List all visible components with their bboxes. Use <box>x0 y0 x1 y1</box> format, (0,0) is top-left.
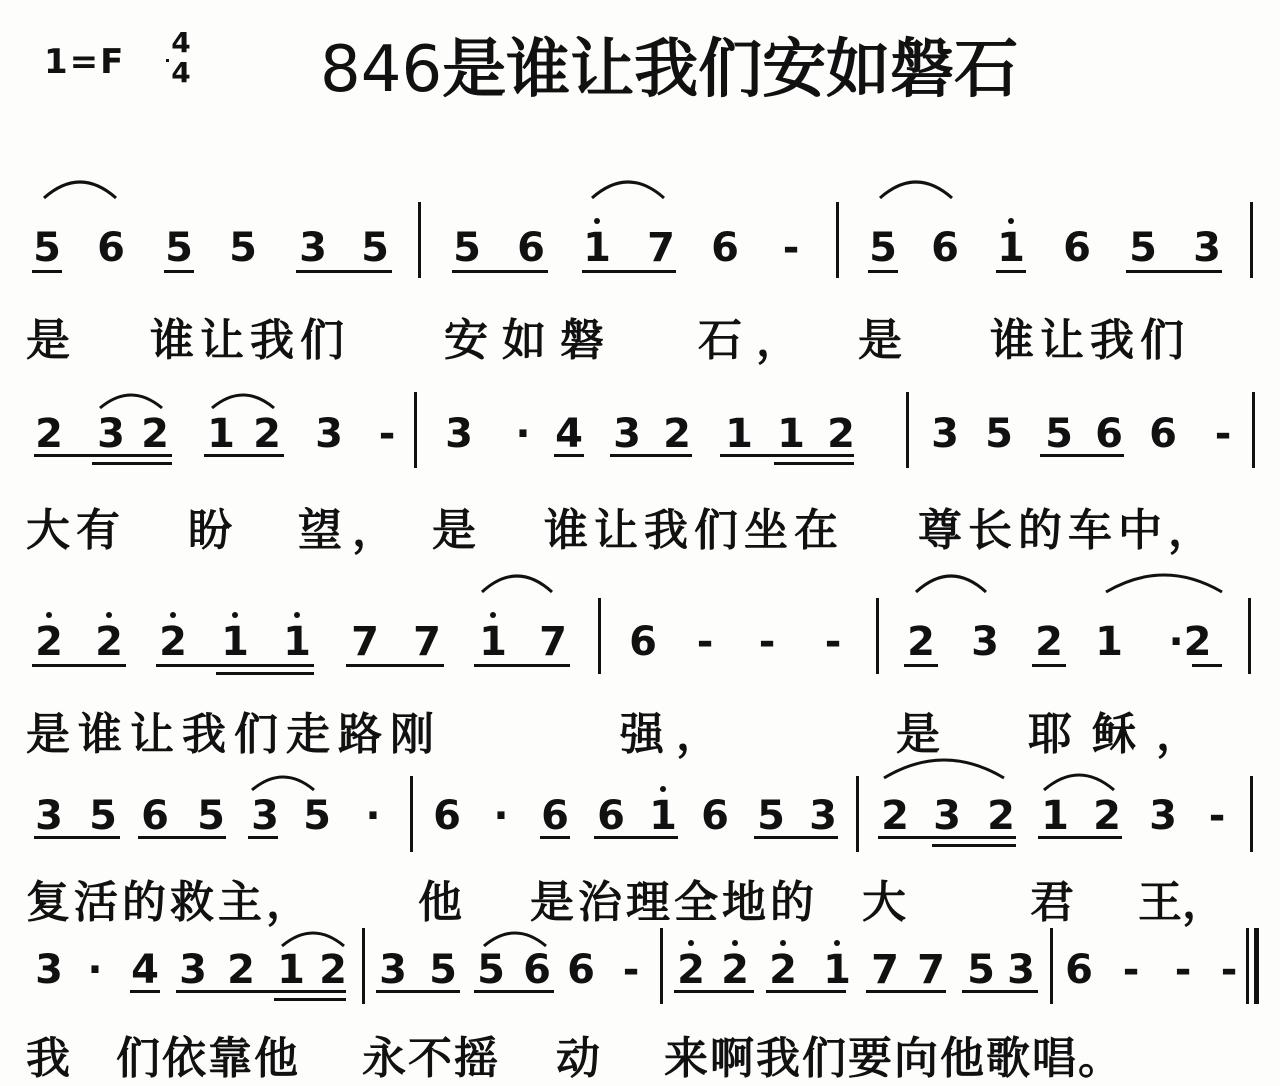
note: - <box>1174 947 1192 993</box>
final-barline-thick <box>1254 928 1259 1004</box>
barline <box>906 392 909 468</box>
slur <box>208 386 278 412</box>
lyric: 们依靠他 <box>116 1033 300 1084</box>
lyric: 是 <box>858 315 902 366</box>
note: 1 <box>282 622 312 662</box>
note: - <box>696 619 714 665</box>
note: 7 <box>647 225 675 271</box>
note: 2 <box>1035 619 1063 665</box>
note: - <box>1122 947 1140 993</box>
note: 2 <box>253 411 281 457</box>
note: 2 <box>34 622 64 662</box>
note: · <box>87 947 103 993</box>
lyric: 耶稣， <box>1028 709 1220 760</box>
note: 7 <box>351 619 379 665</box>
note: 5 <box>33 225 61 271</box>
note: 2 <box>720 950 750 990</box>
note: 1 <box>220 622 250 662</box>
note: 5 <box>757 793 785 839</box>
slur <box>478 566 556 596</box>
note: 3 <box>179 947 207 993</box>
high-octave-dot <box>594 218 600 224</box>
note: 6 <box>541 793 569 839</box>
lyric: 大 <box>862 877 906 928</box>
barline <box>1250 776 1253 852</box>
note: - <box>1220 947 1238 993</box>
underline <box>720 454 854 457</box>
high-octave-dot <box>660 786 666 792</box>
underline <box>1040 454 1124 457</box>
note: 7 <box>539 619 567 665</box>
barline <box>1250 202 1253 278</box>
underline <box>582 270 676 273</box>
page-title <box>320 18 1018 110</box>
note: 2 <box>768 950 798 990</box>
underline <box>248 836 278 839</box>
note: 2 <box>94 622 124 662</box>
note: 1 <box>725 411 753 457</box>
note: 3 <box>35 947 63 993</box>
underline <box>554 454 584 457</box>
time-bottom: 4 <box>171 56 191 89</box>
note: 5 <box>165 225 193 271</box>
note: 7 <box>871 947 899 993</box>
barline <box>362 928 365 1004</box>
high-octave-dot <box>294 612 300 618</box>
note: 2 <box>987 793 1015 839</box>
barline <box>414 392 417 468</box>
barline <box>418 202 421 278</box>
underline <box>674 990 754 993</box>
note: 5 <box>985 411 1013 457</box>
underline <box>474 990 554 993</box>
lyric: 永不摇 <box>362 1033 500 1084</box>
lyric: 来啊我们要向他歌唱。 <box>664 1033 1124 1084</box>
lyric: 他 <box>418 877 462 928</box>
note: - <box>1208 793 1226 839</box>
underline <box>34 836 120 839</box>
note: 5 <box>869 225 897 271</box>
underline <box>92 462 172 465</box>
note: 1 <box>777 411 805 457</box>
barline <box>856 776 859 852</box>
lyric: 安如磐 <box>444 315 618 366</box>
note: 5 <box>89 793 117 839</box>
note: 6 <box>523 947 551 993</box>
note: 2 <box>141 411 169 457</box>
note: 1 <box>822 950 852 990</box>
barline <box>660 928 663 1004</box>
lyric: 是谁让我们走路刚 <box>26 709 442 760</box>
hymn-title: 是谁让我们安如磐石 <box>442 33 1019 107</box>
slur <box>876 172 956 202</box>
underline <box>540 836 570 839</box>
lyric: 尊长的车中， <box>918 505 1218 556</box>
underline <box>32 270 62 273</box>
note: 6 <box>433 793 461 839</box>
note: 3 <box>445 411 473 457</box>
underline <box>130 990 160 993</box>
note: 3 <box>933 793 961 839</box>
lyric: 复活的救主， <box>26 877 314 928</box>
underline <box>346 664 444 667</box>
note: 3 <box>251 793 279 839</box>
hymn-number: 846 <box>320 33 443 107</box>
note: 1 <box>207 411 235 457</box>
note: 1 <box>1095 619 1123 665</box>
note: 2 <box>227 947 255 993</box>
high-octave-dot <box>232 612 238 618</box>
note: 3 <box>315 411 343 457</box>
slur <box>1040 766 1118 794</box>
note: 2 <box>158 622 188 662</box>
underline <box>164 270 194 273</box>
underline <box>204 454 284 457</box>
note: 7 <box>917 947 945 993</box>
note: 3 <box>931 411 959 457</box>
slur <box>588 172 668 202</box>
note: - <box>782 225 800 271</box>
note: 5 <box>453 225 481 271</box>
high-octave-dot <box>688 940 694 946</box>
note: 6 <box>701 793 729 839</box>
note: 3 <box>379 947 407 993</box>
note: 2 <box>1093 793 1121 839</box>
lyric: 是 <box>26 315 70 366</box>
time-fraction-bar <box>166 59 169 62</box>
lyric: 是 <box>432 505 476 556</box>
time-signature <box>166 28 196 88</box>
underline <box>1032 664 1066 667</box>
barline <box>410 776 413 852</box>
underline <box>766 990 846 993</box>
underline <box>1192 664 1222 667</box>
underline <box>878 836 1016 839</box>
underline <box>996 270 1026 273</box>
note: 6 <box>1095 411 1123 457</box>
note: 1 <box>277 947 305 993</box>
underline <box>594 836 678 839</box>
high-octave-dot <box>834 940 840 946</box>
note: 2 <box>827 411 855 457</box>
note: 5 <box>197 793 225 839</box>
underline <box>216 672 314 675</box>
underline <box>156 664 314 667</box>
note: 6 <box>567 947 595 993</box>
lyric: 动 <box>556 1033 600 1084</box>
note: 5 <box>229 225 257 271</box>
lyric: 盼 <box>188 505 232 556</box>
note: 3 <box>809 793 837 839</box>
note: 1 <box>648 796 678 836</box>
underline <box>376 990 460 993</box>
lyric: 我 <box>26 1033 70 1084</box>
underline <box>1126 270 1222 273</box>
note: 3 <box>35 793 63 839</box>
slur <box>912 566 990 596</box>
barline <box>1252 392 1255 468</box>
note: 2 <box>881 793 909 839</box>
note: 5 <box>967 947 995 993</box>
note: · <box>365 793 381 839</box>
note: - <box>1214 411 1232 457</box>
note: 6 <box>141 793 169 839</box>
note: 5 <box>1129 225 1157 271</box>
barline <box>598 598 601 674</box>
lyric: 谁让我们 <box>150 315 350 366</box>
underline <box>932 844 1016 847</box>
note: 7 <box>413 619 441 665</box>
underline <box>274 998 346 1001</box>
note: 2 <box>907 619 935 665</box>
note: 6 <box>1149 411 1177 457</box>
lyric: 是 <box>896 709 940 760</box>
lyric: 谁让我们 <box>990 315 1190 366</box>
note: 2 <box>663 411 691 457</box>
underline <box>610 454 692 457</box>
high-octave-dot <box>780 940 786 946</box>
note: - <box>824 619 842 665</box>
lyric: 强， <box>620 709 732 760</box>
high-octave-dot <box>170 612 176 618</box>
note: 5 <box>429 947 457 993</box>
underline <box>904 664 938 667</box>
lyric: 石， <box>698 315 814 366</box>
underline <box>868 270 898 273</box>
note: 3 <box>97 411 125 457</box>
underline <box>34 454 172 457</box>
note: 3 <box>613 411 641 457</box>
barline <box>836 202 839 278</box>
note: 4 <box>131 947 159 993</box>
note: 6 <box>1063 225 1091 271</box>
note: 5 <box>361 225 389 271</box>
underline <box>962 990 1038 993</box>
key-signature: 1=F <box>44 42 126 82</box>
note: 1 <box>996 228 1026 268</box>
note: 6 <box>517 225 545 271</box>
note: 2 <box>35 411 63 457</box>
note: 1 <box>1041 793 1069 839</box>
final-barline-thin <box>1246 928 1249 1004</box>
underline <box>474 664 570 667</box>
slur <box>248 768 318 794</box>
high-octave-dot <box>732 940 738 946</box>
underline <box>32 664 126 667</box>
underline <box>774 462 854 465</box>
note: 2 <box>319 947 347 993</box>
note: 5 <box>303 793 331 839</box>
barline <box>1050 928 1053 1004</box>
note: 6 <box>1065 947 1093 993</box>
underline <box>138 836 226 839</box>
note: · <box>515 411 531 457</box>
note: 6 <box>97 225 125 271</box>
note: ·2 <box>1168 619 1212 665</box>
slur <box>1102 566 1226 596</box>
lyric: 望， <box>298 505 406 556</box>
high-octave-dot <box>490 612 496 618</box>
note: 3 <box>971 619 999 665</box>
slur <box>40 172 120 202</box>
high-octave-dot <box>106 612 112 618</box>
lyric: 大有 <box>26 505 126 556</box>
note: - <box>622 947 640 993</box>
underline <box>1038 836 1122 839</box>
underline <box>296 270 392 273</box>
note: 3 <box>1193 225 1221 271</box>
note: 5 <box>477 947 505 993</box>
barline <box>1248 598 1251 674</box>
note: 1 <box>478 622 508 662</box>
note: 1 <box>582 228 612 268</box>
note: 6 <box>931 225 959 271</box>
lyric: 君 <box>1030 877 1074 928</box>
lyric: 是治理全地的 <box>530 877 818 928</box>
barline <box>876 598 879 674</box>
note: - <box>378 411 396 457</box>
note: 6 <box>629 619 657 665</box>
note: 2 <box>676 950 706 990</box>
lyric: 谁让我们坐在 <box>544 505 844 556</box>
note: 5 <box>1045 411 1073 457</box>
note: 4 <box>555 411 583 457</box>
note: 6 <box>597 793 625 839</box>
underline <box>452 270 548 273</box>
note: · <box>493 793 509 839</box>
underline <box>866 990 946 993</box>
note: 3 <box>1149 793 1177 839</box>
high-octave-dot <box>1008 218 1014 224</box>
note: 3 <box>299 225 327 271</box>
underline <box>754 836 838 839</box>
underline <box>176 990 346 993</box>
slur <box>880 750 1008 782</box>
note: 3 <box>1007 947 1035 993</box>
slur <box>96 386 166 412</box>
time-top: 4 <box>171 26 191 59</box>
note: 6 <box>711 225 739 271</box>
note: - <box>758 619 776 665</box>
lyric: 王， <box>1138 877 1226 928</box>
high-octave-dot <box>46 612 52 618</box>
